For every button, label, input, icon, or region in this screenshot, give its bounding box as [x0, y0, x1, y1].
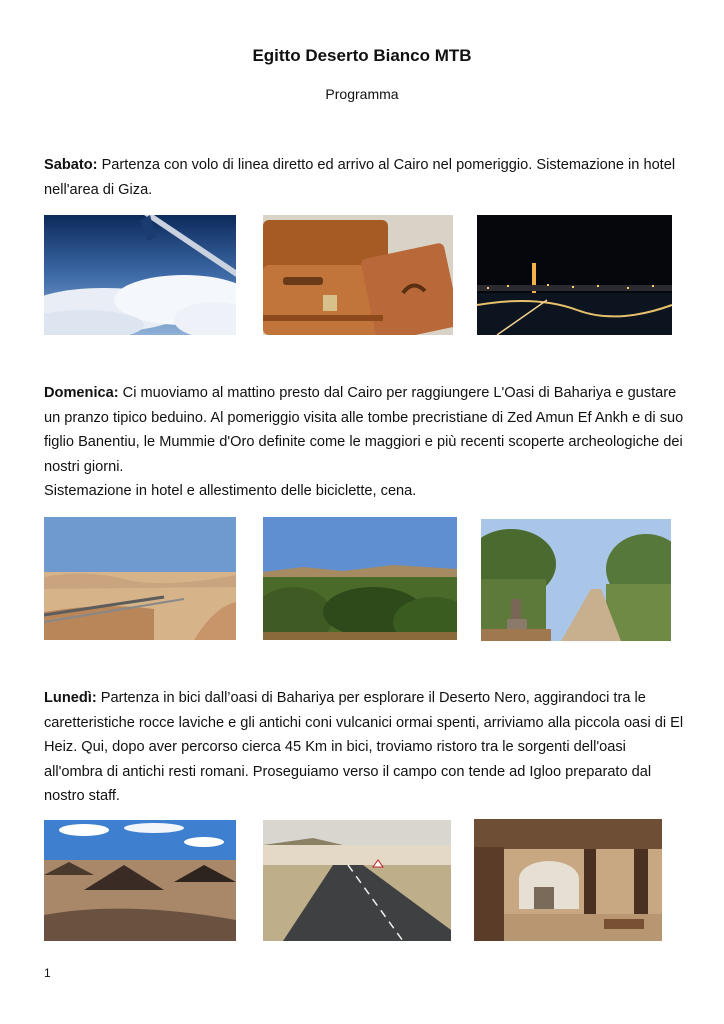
day-paragraph-lunedi [44, 686, 684, 809]
day-label: Lunedì: [44, 690, 97, 706]
day-label: Domenica: [44, 385, 119, 401]
photo-vintage-suitcases [263, 215, 453, 335]
day-text: Ci muoviamo al mattino presto dal Cairo per raggiungere L'Oasi di Bahariya e gustare un pranzo tipico beduino. Al pomeriggio visita alle tombe precristiane di Zed Amun Ef Ankh e di suo figlio Banentiu, le Mummie d'Oro definite come le maggiori e più recenti scoperte archeologiche dei nostri giorni. [44, 385, 684, 475]
photo-bedouin-camp-shelter [474, 819, 662, 941]
day-paragraph-domenica [44, 381, 684, 504]
day-text-continued: Sistemazione in hotel e allestimento delle biciclette, cena. [44, 483, 417, 499]
page-number: 1 [44, 966, 51, 980]
day-text: Partenza con volo di linea diretto ed arrivo al Cairo nel pomeriggio. Sistemazione in hotel nell'area di Giza. [44, 157, 676, 198]
photo-cairo-night-skyline [477, 215, 672, 335]
document-subtitle: Programma [325, 86, 399, 102]
photo-desert-road [44, 517, 236, 640]
day-label: Sabato: [44, 157, 98, 173]
photo-airplane-wing-clouds [44, 215, 236, 335]
photo-highway-desert [263, 820, 451, 941]
photo-oasis-palms [263, 517, 457, 640]
photo-black-desert [44, 820, 236, 941]
document-title: Egitto Deserto Bianco MTB [252, 46, 472, 65]
day-text: Partenza in bici dall’oasi di Bahariya per esplorare il Deserto Nero, aggirandoci tra le caretteristiche rocce laviche e gli antichi coni vulcanici ormai spenti, arriviamo alla piccola oasi di El Heiz. Qui, dopo aver percorso cierca 45 Km in bici, troviamo ristoro tra le sorgenti dell'oasi all'ombra di antichi resti romani. Proseguiamo verso il campo con tende ad Igloo preparato dal nostro staff. [44, 690, 684, 804]
day-paragraph-sabato [44, 153, 684, 202]
photo-palm-lane-donkey [481, 519, 671, 641]
